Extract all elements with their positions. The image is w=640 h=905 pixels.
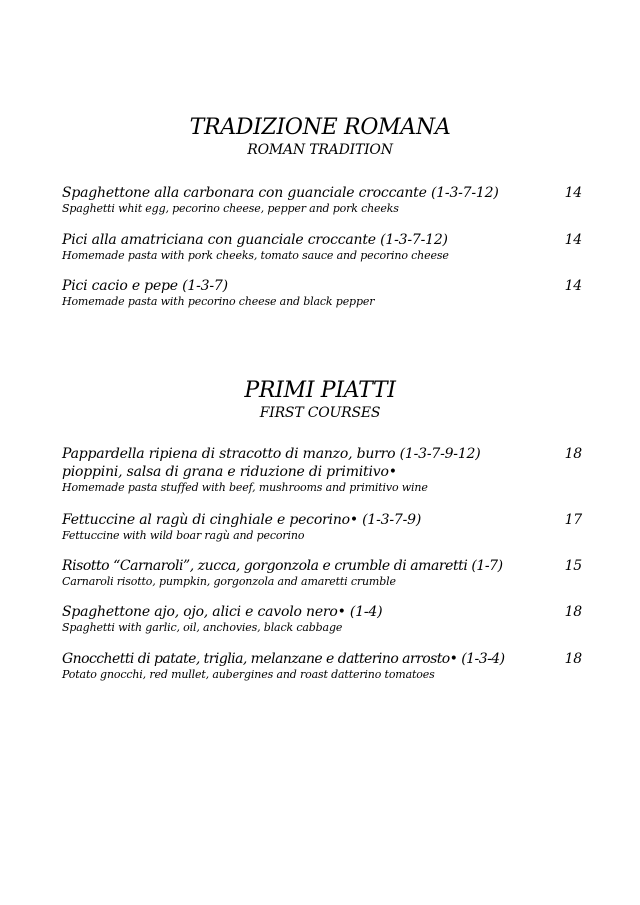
dish-price: 18 (564, 651, 582, 667)
dish-price: 14 (564, 185, 582, 201)
menu-item-pici-cacio-pepe (62, 277, 582, 309)
dish-description: Homemade pasta with pork cheeks, tomato sauce and pecorino cheese (62, 249, 449, 262)
menu-item-spaghettone-ajo-ojo (62, 603, 582, 635)
dish-name: Pici cacio e pepe (1-3-7) (62, 278, 228, 294)
dish-price: 15 (564, 558, 582, 574)
dish-name: Spaghettone ajo, ojo, alici e cavolo nero• (1-4) (62, 604, 383, 620)
dish-description: Potato gnocchi, red mullet, aubergines and roast datterino tomatoes (62, 668, 435, 681)
menu-item-gnocchetti-triglia (62, 650, 582, 682)
section-title: TRADIZIONE ROMANA (189, 115, 451, 140)
section-subtitle: FIRST COURSES (259, 405, 381, 421)
dish-price: 18 (564, 604, 582, 620)
dish-description: Spaghetti whit egg, pecorino cheese, pepper and pork cheeks (62, 202, 399, 215)
dish-price: 18 (564, 446, 582, 462)
dish-price: 17 (564, 512, 582, 528)
dish-name: Pici alla amatriciana con guanciale croccante (1-3-7-12) (62, 232, 448, 248)
dish-description: Homemade pasta with pecorino cheese and black pepper (62, 295, 375, 308)
dish-name: Gnocchetti di patate, triglia, melanzane e datterino arrosto• (1-3-4) (62, 651, 505, 667)
dish-description: Spaghetti with garlic, oil, anchovies, black cabbage (62, 621, 343, 634)
dish-description: Fettuccine with wild boar ragù and pecorino (62, 529, 305, 542)
dish-name: Spaghettone alla carbonara con guanciale croccante (1-3-7-12) (62, 185, 499, 201)
section-header-tradizione-romana (0, 115, 640, 159)
dish-price: 14 (564, 232, 582, 248)
dish-name-line2: pioppini, salsa di grana e riduzione di primitivo• (62, 464, 397, 480)
section-header-primi-piatti (0, 378, 640, 422)
menu-item-pappardella-ripiena (62, 445, 582, 495)
dish-name: Risotto “Carnaroli”, zucca, gorgonzola e crumble di amaretti (1-7) (62, 558, 503, 574)
dish-name: Fettuccine al ragù di cinghiale e pecorino• (1-3-7-9) (62, 512, 422, 528)
menu-item-risotto-carnaroli (62, 557, 582, 589)
dish-name: Pappardella ripiena di stracotto di manzo, burro (1-3-7-9-12) (62, 446, 481, 462)
menu-item-pici-amatriciana (62, 231, 582, 263)
section-subtitle: ROMAN TRADITION (247, 142, 393, 158)
dish-description: Carnaroli risotto, pumpkin, gorgonzola and amaretti crumble (62, 575, 396, 588)
dish-price: 14 (564, 278, 582, 294)
dish-description: Homemade pasta stuffed with beef, mushrooms and primitivo wine (62, 481, 428, 494)
menu-item-spaghettone-carbonara (62, 184, 582, 216)
section-title: PRIMI PIATTI (244, 378, 396, 403)
menu-item-fettuccine-cinghiale (62, 511, 582, 543)
